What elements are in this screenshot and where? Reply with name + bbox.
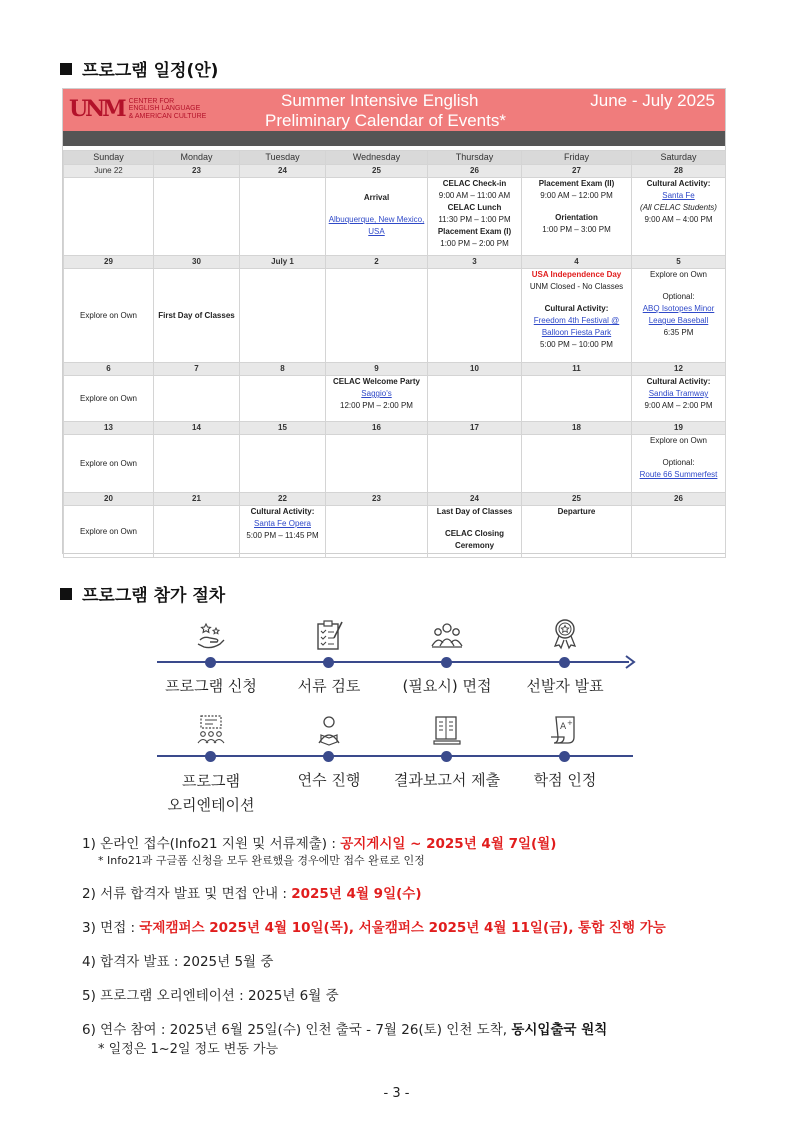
event-cell	[632, 376, 726, 422]
timeline-dot	[559, 657, 570, 668]
event-text: 5:00 PM – 11:45 PM	[246, 531, 319, 540]
date-cell: 26	[632, 493, 726, 506]
event-cell	[632, 506, 726, 558]
date-cell: 19	[632, 422, 726, 435]
date-cell: 15	[240, 422, 326, 435]
event-cell	[154, 506, 240, 558]
timeline-dot	[559, 751, 570, 762]
events-row	[64, 269, 726, 363]
date-cell: 20	[64, 493, 154, 506]
event-text: Explore on Own	[80, 526, 137, 536]
event-cell	[632, 269, 726, 363]
event-cell	[522, 506, 632, 558]
date-cell: 14	[154, 422, 240, 435]
date-cell: 22	[240, 493, 326, 506]
step-label-interview: (필요시) 면접	[402, 677, 492, 695]
step-label-announcement: 선발자 발표	[526, 677, 604, 695]
event-cell	[326, 435, 428, 493]
date-cell: 10	[428, 363, 522, 376]
date-cell: 2	[326, 256, 428, 269]
step-label-orientation	[150, 769, 272, 817]
interview-people-icon	[430, 618, 464, 652]
date-cell: 25	[522, 493, 632, 506]
event-cell	[240, 506, 326, 558]
event-cell	[326, 269, 428, 363]
student-reading-icon	[312, 713, 346, 747]
date-cell: 29	[64, 256, 154, 269]
step-3	[82, 916, 666, 936]
step-2	[82, 882, 422, 902]
event-cell	[428, 178, 522, 256]
section-title-procedure	[60, 581, 225, 606]
step-label-credit: 학점 인정	[533, 771, 597, 789]
step-6-note: * 일정은 1~2일 정도 변동 가능	[98, 1042, 279, 1057]
event-text	[634, 447, 723, 457]
event-text: First Day of Classes	[158, 310, 235, 320]
event-text: 5:00 PM – 10:00 PM	[540, 340, 613, 349]
orientation-class-icon	[194, 713, 228, 747]
event-text: Cultural Activity:	[646, 179, 711, 188]
event-text: CELAC Closing Ceremony	[444, 529, 505, 550]
step-label-training: 연수 진행	[297, 771, 361, 789]
event-cell	[64, 506, 154, 558]
step-label-document-review: 서류 검토	[297, 677, 361, 695]
date-cell: July 1	[240, 256, 326, 269]
event-cell	[428, 506, 522, 558]
event-cell	[326, 178, 428, 256]
event-link[interactable]: Route 66 Summerfest	[639, 470, 718, 479]
date-row	[64, 493, 726, 506]
timeline-dot	[205, 751, 216, 762]
event-text: 12:00 PM – 2:00 PM	[340, 401, 413, 410]
step-label-orientation-text: 프로그램 오리엔테이션	[167, 772, 255, 814]
weekday-header-row	[64, 151, 726, 165]
step-2-date: 2025년 4월 9일(수)	[291, 886, 422, 902]
event-text: UNM Closed - No Classes	[529, 282, 624, 291]
event-cell	[240, 269, 326, 363]
event-text: Last Day of Classes	[436, 507, 513, 516]
event-text: Departure	[557, 507, 596, 516]
square-bullet-icon	[60, 63, 72, 75]
event-cell	[154, 269, 240, 363]
event-cell	[522, 178, 632, 256]
events-row	[64, 376, 726, 422]
event-text: 11:30 PM – 1:00 PM	[438, 215, 511, 224]
weekday-header: Thursday	[428, 151, 522, 165]
event-link[interactable]: Albuquerque, New Mexico, USA	[328, 215, 425, 236]
event-text: 1:00 PM – 2:00 PM	[440, 239, 509, 248]
event-text: Cultural Activity:	[544, 304, 609, 313]
date-cell: June 22	[64, 165, 154, 178]
event-cell	[522, 376, 632, 422]
logo-mark: UNM	[69, 96, 124, 122]
event-text: Cultural Activity:	[250, 507, 315, 516]
event-link[interactable]: Sandia Tramway	[648, 389, 709, 398]
date-cell: 21	[154, 493, 240, 506]
event-text: Explore on Own	[650, 270, 707, 279]
date-cell: 24	[240, 165, 326, 178]
event-cell	[154, 376, 240, 422]
step-4: 4) 합격자 발표 : 2025년 5월 중	[82, 954, 274, 970]
square-bullet-icon	[60, 588, 72, 600]
event-text: (All CELAC Students)	[640, 203, 717, 212]
unm-logo	[69, 97, 206, 121]
timeline-dot	[323, 657, 334, 668]
event-text: 9:00 AM – 12:00 PM	[540, 191, 613, 200]
event-cell	[154, 435, 240, 493]
weekday-header: Wednesday	[326, 151, 428, 165]
hand-stars-icon	[194, 618, 228, 652]
event-text: 9:00 AM – 2:00 PM	[644, 401, 713, 410]
event-link[interactable]: Santa Fe Opera	[254, 519, 311, 528]
calendar	[62, 88, 726, 554]
event-cell	[428, 435, 522, 493]
event-text: Explore on Own	[80, 310, 137, 320]
calendar-header	[63, 89, 725, 131]
event-text: Explore on Own	[650, 436, 707, 445]
svg-text:A: A	[560, 722, 567, 732]
event-cell	[326, 506, 428, 558]
date-cell: 11	[522, 363, 632, 376]
event-text: Explore on Own	[80, 458, 137, 468]
event-text	[524, 293, 629, 303]
event-cell	[522, 269, 632, 363]
event-cell	[64, 178, 154, 256]
timeline-dot	[323, 751, 334, 762]
event-text: 6:35 PM	[663, 328, 694, 337]
event-text: Placement Exam (I)	[437, 227, 512, 236]
step-6-emphasis: 동시입출국 원칙	[511, 1022, 608, 1038]
events-row	[64, 435, 726, 493]
logo-line: ENGLISH LANGUAGE	[128, 105, 201, 113]
date-cell: 13	[64, 422, 154, 435]
step-2-text: 2) 서류 합격자 발표 및 면접 안내 :	[82, 886, 292, 902]
checklist-icon	[312, 618, 346, 652]
certificate-scroll-icon	[548, 713, 582, 747]
event-cell	[64, 435, 154, 493]
event-text	[634, 281, 723, 291]
events-row	[64, 506, 726, 558]
calendar-grid	[63, 150, 726, 558]
svg-text:+: +	[567, 719, 573, 727]
date-cell: 18	[522, 422, 632, 435]
date-cell: 30	[154, 256, 240, 269]
date-cell: 28	[632, 165, 726, 178]
step-5: 5) 프로그램 오리엔테이션 : 2025년 6월 중	[82, 988, 339, 1004]
event-cell	[64, 376, 154, 422]
date-cell: 26	[428, 165, 522, 178]
event-cell	[632, 435, 726, 493]
logo-line: & AMERICAN CULTURE	[128, 112, 207, 120]
date-cell: 7	[154, 363, 240, 376]
logo-line: CENTER FOR	[128, 97, 175, 105]
date-cell: 3	[428, 256, 522, 269]
date-cell: 9	[326, 363, 428, 376]
section-title-text: 프로그램 일정(안)	[82, 61, 219, 81]
date-cell: 6	[64, 363, 154, 376]
event-cell	[326, 376, 428, 422]
event-cell	[240, 435, 326, 493]
event-cell	[240, 376, 326, 422]
section-title-text: 프로그램 참가 절차	[82, 586, 226, 606]
date-cell: 16	[326, 422, 428, 435]
event-text: Optional:	[662, 458, 695, 467]
report-book-icon	[430, 713, 464, 747]
step-1-date: 공지게시일 ~ 2025년 4월 7일(월)	[340, 836, 557, 852]
date-cell: 25	[326, 165, 428, 178]
weekday-header: Friday	[522, 151, 632, 165]
event-text: Cultural Activity:	[646, 377, 711, 386]
timeline-dot	[441, 657, 452, 668]
logo-text	[129, 98, 207, 121]
event-link[interactable]: Saggio's	[361, 389, 392, 398]
step-3-date: 국제캠퍼스 2025년 4월 10일(목), 서울캠퍼스 2025년 4월 11일(금), 통합 진행 가능	[139, 920, 666, 936]
calendar-date-range: June - July 2025	[590, 91, 715, 110]
date-cell: 5	[632, 256, 726, 269]
event-text: Optional:	[662, 292, 695, 301]
event-text: USA Independence Day	[531, 270, 622, 279]
step-label-apply: 프로그램 신청	[165, 677, 257, 695]
award-badge-icon	[548, 616, 582, 650]
date-cell: 23	[326, 493, 428, 506]
event-text: Orientation	[555, 213, 598, 222]
event-text: CELAC Check-in	[442, 179, 507, 188]
event-cell	[64, 269, 154, 363]
calendar-title: Summer Intensive English	[281, 91, 479, 110]
event-link[interactable]: Freedom 4th Festival @ Balloon Fiesta Park	[533, 316, 620, 337]
step-1	[82, 832, 556, 852]
date-row	[64, 256, 726, 269]
page-number: - 3 -	[383, 1086, 410, 1101]
event-text: Placement Exam (II)	[538, 179, 615, 188]
event-text	[524, 202, 629, 212]
step-1-note: * Info21과 구글폼 신청을 모두 완료했을 경우에만 접수 완료로 인정	[98, 854, 425, 867]
step-3-text: 3) 면접 :	[82, 920, 140, 936]
timeline-dot	[205, 657, 216, 668]
event-link[interactable]: ABQ Isotopes Minor League Baseball	[642, 304, 715, 325]
date-row	[64, 363, 726, 376]
event-text: Explore on Own	[80, 393, 137, 403]
date-cell: 12	[632, 363, 726, 376]
date-cell: 23	[154, 165, 240, 178]
event-cell	[428, 269, 522, 363]
date-cell: 27	[522, 165, 632, 178]
weekday-header: Tuesday	[240, 151, 326, 165]
event-text	[430, 518, 519, 528]
weekday-header: Monday	[154, 151, 240, 165]
event-cell	[154, 178, 240, 256]
date-cell: 17	[428, 422, 522, 435]
date-row	[64, 165, 726, 178]
event-text: CELAC Lunch	[447, 203, 502, 212]
event-text: 9:00 AM – 4:00 PM	[644, 215, 713, 224]
arrow-head-icon	[624, 655, 636, 669]
step-6	[82, 1018, 607, 1038]
event-cell	[632, 178, 726, 256]
step-1-text: 1) 온라인 접수(Info21 지원 및 서류제출) :	[82, 836, 341, 852]
weekday-header: Sunday	[64, 151, 154, 165]
date-cell: 8	[240, 363, 326, 376]
event-text: 1:00 PM – 3:00 PM	[542, 225, 611, 234]
section-title-schedule	[60, 56, 218, 81]
event-text: 9:00 AM – 11:00 AM	[438, 191, 511, 200]
event-cell	[240, 178, 326, 256]
event-text: Arrival	[363, 193, 390, 202]
step-label-report: 결과보고서 제출	[393, 771, 501, 789]
event-link[interactable]: Santa Fe	[662, 191, 695, 200]
step-6-text: 6) 연수 참여 : 2025년 6월 25일(수) 인천 출국 - 7월 26(토) 인천 도착,	[82, 1022, 512, 1038]
event-text	[328, 204, 425, 214]
date-cell: 24	[428, 493, 522, 506]
timeline-dot	[441, 751, 452, 762]
date-row	[64, 422, 726, 435]
event-cell	[428, 376, 522, 422]
events-row	[64, 178, 726, 256]
weekday-header: Saturday	[632, 151, 726, 165]
header-divider	[63, 131, 725, 146]
event-text: CELAC Welcome Party	[333, 377, 420, 386]
calendar-subtitle: Preliminary Calendar of Events*	[265, 111, 506, 130]
date-cell: 4	[522, 256, 632, 269]
event-cell	[522, 435, 632, 493]
